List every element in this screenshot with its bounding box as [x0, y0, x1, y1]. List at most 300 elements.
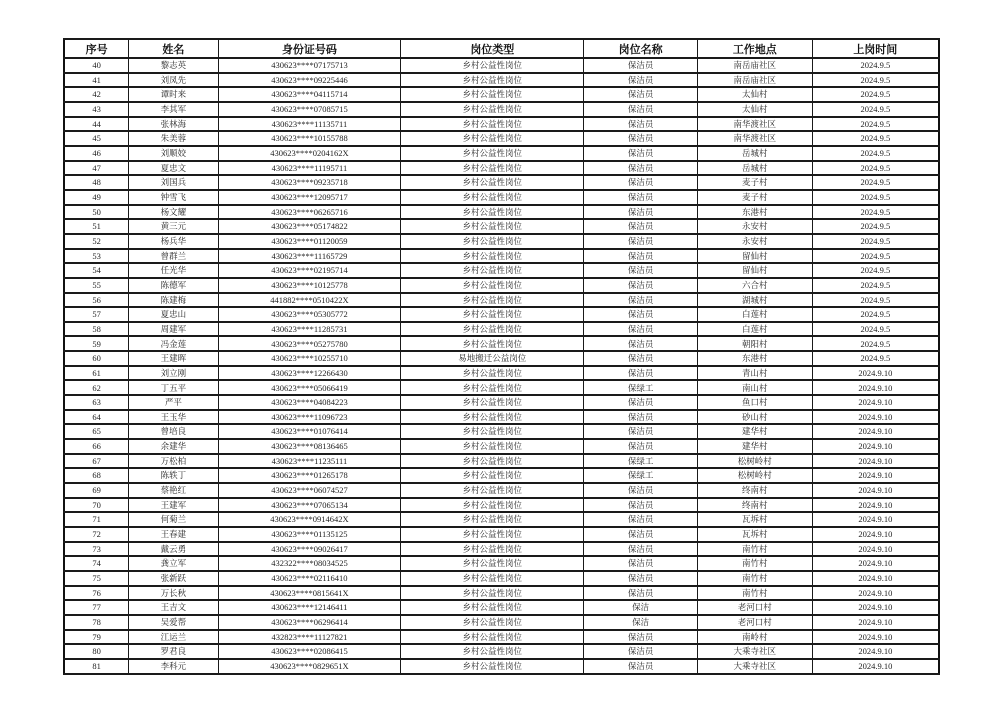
cell-index: 75	[64, 571, 129, 586]
cell-start-date: 2024.9.5	[812, 293, 939, 308]
cell-work-location: 大乘寺社区	[698, 644, 813, 659]
cell-work-location: 砂山村	[698, 410, 813, 425]
cell-start-date: 2024.9.5	[812, 278, 939, 293]
cell-work-location: 老河口村	[698, 600, 813, 615]
cell-name: 张林海	[129, 117, 218, 132]
cell-id-number: 430623****07175713	[218, 58, 401, 73]
table-row	[64, 307, 939, 322]
cell-id-number: 430623****09026417	[218, 542, 401, 557]
cell-job-title: 保洁员	[584, 498, 698, 513]
cell-name: 周建军	[129, 322, 218, 337]
cell-start-date: 2024.9.5	[812, 102, 939, 117]
column-header-job-title: 岗位名称	[584, 39, 698, 58]
cell-index: 66	[64, 439, 129, 454]
table-row	[64, 512, 939, 527]
cell-index: 72	[64, 527, 129, 542]
cell-start-date: 2024.9.10	[812, 512, 939, 527]
cell-start-date: 2024.9.5	[812, 336, 939, 351]
cell-work-location: 东港村	[698, 351, 813, 366]
cell-job-type: 乡村公益性岗位	[401, 542, 584, 557]
cell-job-title: 保洁员	[584, 307, 698, 322]
cell-work-location: 六合村	[698, 278, 813, 293]
cell-id-number: 430623****06074527	[218, 483, 401, 498]
cell-id-number: 430623****04084223	[218, 395, 401, 410]
table-row	[64, 586, 939, 601]
cell-work-location: 岳城村	[698, 146, 813, 161]
cell-index: 76	[64, 586, 129, 601]
table-row	[64, 219, 939, 234]
cell-index: 61	[64, 366, 129, 381]
cell-job-type: 乡村公益性岗位	[401, 424, 584, 439]
table-row	[64, 659, 939, 674]
cell-id-number: 432823****11127821	[218, 630, 401, 645]
cell-index: 41	[64, 73, 129, 88]
cell-start-date: 2024.9.5	[812, 175, 939, 190]
cell-start-date: 2024.9.5	[812, 249, 939, 264]
cell-job-type: 乡村公益性岗位	[401, 527, 584, 542]
table-row	[64, 556, 939, 571]
cell-work-location: 松树岭村	[698, 454, 813, 469]
cell-job-type: 乡村公益性岗位	[401, 278, 584, 293]
cell-start-date: 2024.9.10	[812, 527, 939, 542]
roster-table	[63, 38, 940, 675]
cell-job-type: 乡村公益性岗位	[401, 483, 584, 498]
cell-start-date: 2024.9.10	[812, 424, 939, 439]
cell-work-location: 永安村	[698, 219, 813, 234]
cell-index: 73	[64, 542, 129, 557]
cell-name: 何菊兰	[129, 512, 218, 527]
cell-name: 李其军	[129, 102, 218, 117]
cell-job-title: 保洁员	[584, 483, 698, 498]
cell-name: 龚立军	[129, 556, 218, 571]
cell-id-number: 430623****05066419	[218, 380, 401, 395]
cell-id-number: 430623****02116410	[218, 571, 401, 586]
table-row	[64, 117, 939, 132]
cell-job-title: 保洁员	[584, 424, 698, 439]
cell-job-type: 乡村公益性岗位	[401, 263, 584, 278]
column-header-id-number: 身份证号码	[218, 39, 401, 58]
table-row	[64, 102, 939, 117]
cell-start-date: 2024.9.10	[812, 366, 939, 381]
cell-index: 59	[64, 336, 129, 351]
cell-id-number: 430623****11165729	[218, 249, 401, 264]
cell-work-location: 老河口村	[698, 615, 813, 630]
cell-name: 杨兵华	[129, 234, 218, 249]
cell-index: 74	[64, 556, 129, 571]
cell-start-date: 2024.9.10	[812, 630, 939, 645]
cell-start-date: 2024.9.10	[812, 644, 939, 659]
cell-id-number: 430623****07065134	[218, 498, 401, 513]
cell-id-number: 432322****08034525	[218, 556, 401, 571]
cell-job-type: 乡村公益性岗位	[401, 73, 584, 88]
cell-index: 44	[64, 117, 129, 132]
cell-index: 50	[64, 205, 129, 220]
cell-id-number: 430623****0829651X	[218, 659, 401, 674]
cell-index: 69	[64, 483, 129, 498]
cell-work-location: 麦子村	[698, 190, 813, 205]
cell-id-number: 430623****02195714	[218, 263, 401, 278]
cell-work-location: 岳城村	[698, 161, 813, 176]
cell-index: 67	[64, 454, 129, 469]
table-row	[64, 630, 939, 645]
cell-job-title: 保洁员	[584, 366, 698, 381]
cell-work-location: 南竹村	[698, 556, 813, 571]
cell-start-date: 2024.9.5	[812, 234, 939, 249]
table-row	[64, 336, 939, 351]
cell-job-title: 保洁员	[584, 542, 698, 557]
cell-job-type: 乡村公益性岗位	[401, 498, 584, 513]
cell-id-number: 430623****08136465	[218, 439, 401, 454]
cell-job-type: 乡村公益性岗位	[401, 234, 584, 249]
cell-work-location: 青山村	[698, 366, 813, 381]
cell-index: 81	[64, 659, 129, 674]
cell-job-title: 保洁员	[584, 278, 698, 293]
cell-job-type: 乡村公益性岗位	[401, 366, 584, 381]
cell-work-location: 终南村	[698, 483, 813, 498]
cell-id-number: 430623****11235111	[218, 454, 401, 469]
cell-job-type: 乡村公益性岗位	[401, 600, 584, 615]
cell-job-title: 保绿工	[584, 380, 698, 395]
cell-job-type: 乡村公益性岗位	[401, 659, 584, 674]
table-row	[64, 73, 939, 88]
cell-job-title: 保洁员	[584, 439, 698, 454]
cell-name: 谭时来	[129, 87, 218, 102]
cell-work-location: 南华渡社区	[698, 117, 813, 132]
cell-index: 80	[64, 644, 129, 659]
cell-start-date: 2024.9.10	[812, 556, 939, 571]
cell-job-title: 保洁员	[584, 234, 698, 249]
cell-index: 77	[64, 600, 129, 615]
cell-job-title: 保洁员	[584, 351, 698, 366]
column-header-job-type: 岗位类型	[401, 39, 584, 58]
cell-id-number: 430623****11195711	[218, 161, 401, 176]
cell-id-number: 430623****10155788	[218, 131, 401, 146]
cell-name: 王建军	[129, 498, 218, 513]
cell-name: 戴云勇	[129, 542, 218, 557]
cell-id-number: 430623****01076414	[218, 424, 401, 439]
table-row	[64, 395, 939, 410]
cell-start-date: 2024.9.5	[812, 322, 939, 337]
cell-work-location: 太仙村	[698, 102, 813, 117]
cell-job-title: 保洁员	[584, 73, 698, 88]
table-row	[64, 263, 939, 278]
table-row	[64, 249, 939, 264]
table-row	[64, 542, 939, 557]
column-header-work-location: 工作地点	[698, 39, 813, 58]
cell-start-date: 2024.9.5	[812, 131, 939, 146]
table-row	[64, 600, 939, 615]
cell-job-title: 保洁员	[584, 249, 698, 264]
table-row	[64, 146, 939, 161]
cell-work-location: 朝阳村	[698, 336, 813, 351]
column-header-index: 序号	[64, 39, 129, 58]
cell-id-number: 430623****12095717	[218, 190, 401, 205]
cell-start-date: 2024.9.5	[812, 58, 939, 73]
cell-start-date: 2024.9.10	[812, 395, 939, 410]
table-row	[64, 278, 939, 293]
cell-work-location: 南竹村	[698, 542, 813, 557]
cell-job-type: 乡村公益性岗位	[401, 293, 584, 308]
cell-work-location: 建华村	[698, 424, 813, 439]
cell-id-number: 430623****09235718	[218, 175, 401, 190]
table-row	[64, 615, 939, 630]
cell-id-number: 430623****10255710	[218, 351, 401, 366]
cell-job-type: 乡村公益性岗位	[401, 190, 584, 205]
cell-index: 54	[64, 263, 129, 278]
cell-job-type: 乡村公益性岗位	[401, 307, 584, 322]
cell-job-type: 乡村公益性岗位	[401, 102, 584, 117]
cell-name: 冯金莲	[129, 336, 218, 351]
cell-job-type: 乡村公益性岗位	[401, 468, 584, 483]
cell-job-title: 保洁员	[584, 630, 698, 645]
cell-job-title: 保洁员	[584, 395, 698, 410]
cell-id-number: 430623****0815641X	[218, 586, 401, 601]
cell-start-date: 2024.9.10	[812, 542, 939, 557]
table-row	[64, 293, 939, 308]
cell-work-location: 鱼口村	[698, 395, 813, 410]
cell-job-title: 保洁员	[584, 571, 698, 586]
cell-name: 刘国兵	[129, 175, 218, 190]
cell-index: 55	[64, 278, 129, 293]
cell-start-date: 2024.9.10	[812, 615, 939, 630]
cell-id-number: 430623****02086415	[218, 644, 401, 659]
cell-index: 47	[64, 161, 129, 176]
table-row	[64, 468, 939, 483]
cell-job-type: 乡村公益性岗位	[401, 161, 584, 176]
cell-job-type: 乡村公益性岗位	[401, 586, 584, 601]
cell-id-number: 430623****11096723	[218, 410, 401, 425]
cell-job-title: 保洁员	[584, 322, 698, 337]
cell-id-number: 430623****06265716	[218, 205, 401, 220]
table-row	[64, 380, 939, 395]
cell-name: 任光华	[129, 263, 218, 278]
cell-work-location: 南竹村	[698, 571, 813, 586]
cell-work-location: 瓦坼村	[698, 527, 813, 542]
table-row	[64, 424, 939, 439]
cell-index: 57	[64, 307, 129, 322]
cell-job-title: 保洁员	[584, 336, 698, 351]
cell-work-location: 白莲村	[698, 322, 813, 337]
cell-job-type: 乡村公益性岗位	[401, 439, 584, 454]
cell-name: 丁五平	[129, 380, 218, 395]
cell-start-date: 2024.9.5	[812, 263, 939, 278]
cell-index: 63	[64, 395, 129, 410]
cell-name: 王春建	[129, 527, 218, 542]
cell-id-number: 430623****06296414	[218, 615, 401, 630]
cell-index: 79	[64, 630, 129, 645]
cell-start-date: 2024.9.5	[812, 307, 939, 322]
cell-index: 48	[64, 175, 129, 190]
table-row	[64, 190, 939, 205]
cell-job-type: 乡村公益性岗位	[401, 512, 584, 527]
cell-job-title: 保绿工	[584, 454, 698, 469]
cell-start-date: 2024.9.5	[812, 351, 939, 366]
cell-name: 陈轶丁	[129, 468, 218, 483]
cell-index: 42	[64, 87, 129, 102]
cell-job-title: 保洁员	[584, 219, 698, 234]
cell-work-location: 湖城村	[698, 293, 813, 308]
header-row	[64, 39, 939, 58]
cell-index: 51	[64, 219, 129, 234]
cell-id-number: 430623****07085715	[218, 102, 401, 117]
cell-start-date: 2024.9.5	[812, 146, 939, 161]
cell-name: 夏忠文	[129, 161, 218, 176]
cell-job-title: 保绿工	[584, 468, 698, 483]
cell-index: 56	[64, 293, 129, 308]
cell-start-date: 2024.9.10	[812, 439, 939, 454]
cell-work-location: 永安村	[698, 234, 813, 249]
cell-name: 万长秋	[129, 586, 218, 601]
cell-name: 刘凤先	[129, 73, 218, 88]
cell-index: 62	[64, 380, 129, 395]
cell-index: 68	[64, 468, 129, 483]
cell-job-type: 乡村公益性岗位	[401, 615, 584, 630]
cell-id-number: 430623****09225446	[218, 73, 401, 88]
cell-job-type: 乡村公益性岗位	[401, 644, 584, 659]
cell-name: 罗君良	[129, 644, 218, 659]
cell-index: 49	[64, 190, 129, 205]
cell-name: 严平	[129, 395, 218, 410]
cell-id-number: 430623****01135125	[218, 527, 401, 542]
table-row	[64, 58, 939, 73]
cell-work-location: 留仙村	[698, 263, 813, 278]
cell-start-date: 2024.9.5	[812, 205, 939, 220]
cell-job-type: 乡村公益性岗位	[401, 146, 584, 161]
cell-job-title: 保洁员	[584, 556, 698, 571]
cell-job-title: 保洁	[584, 615, 698, 630]
cell-job-title: 保洁	[584, 600, 698, 615]
cell-job-title: 保洁员	[584, 527, 698, 542]
table-row	[64, 366, 939, 381]
cell-job-type: 乡村公益性岗位	[401, 117, 584, 132]
cell-job-type: 乡村公益性岗位	[401, 336, 584, 351]
cell-id-number: 430623****0204162X	[218, 146, 401, 161]
table-row	[64, 322, 939, 337]
cell-id-number: 430623****05174822	[218, 219, 401, 234]
column-header-start-date: 上岗时间	[812, 39, 939, 58]
cell-name: 黎志英	[129, 58, 218, 73]
cell-job-type: 乡村公益性岗位	[401, 571, 584, 586]
cell-work-location: 白莲村	[698, 307, 813, 322]
table-row	[64, 644, 939, 659]
cell-id-number: 430623****11135711	[218, 117, 401, 132]
cell-work-location: 南山村	[698, 380, 813, 395]
cell-work-location: 太仙村	[698, 87, 813, 102]
cell-id-number: 430623****11285731	[218, 322, 401, 337]
cell-name: 张新跃	[129, 571, 218, 586]
cell-index: 71	[64, 512, 129, 527]
cell-work-location: 建华村	[698, 439, 813, 454]
table-row	[64, 234, 939, 249]
cell-job-type: 乡村公益性岗位	[401, 630, 584, 645]
column-header-name: 姓名	[129, 39, 218, 58]
cell-name: 王建晖	[129, 351, 218, 366]
cell-job-title: 保洁员	[584, 512, 698, 527]
cell-work-location: 南岳庙社区	[698, 58, 813, 73]
cell-id-number: 430623****04115714	[218, 87, 401, 102]
cell-job-type: 乡村公益性岗位	[401, 556, 584, 571]
cell-id-number: 430623****12146411	[218, 600, 401, 615]
cell-job-title: 保洁员	[584, 586, 698, 601]
table-row	[64, 527, 939, 542]
cell-name: 曾培良	[129, 424, 218, 439]
cell-job-title: 保洁员	[584, 205, 698, 220]
cell-id-number: 441882****0510422X	[218, 293, 401, 308]
cell-start-date: 2024.9.10	[812, 659, 939, 674]
cell-work-location: 南华渡社区	[698, 131, 813, 146]
cell-job-title: 保洁员	[584, 102, 698, 117]
cell-name: 陈建梅	[129, 293, 218, 308]
cell-name: 蔡艳红	[129, 483, 218, 498]
cell-start-date: 2024.9.5	[812, 117, 939, 132]
cell-work-location: 东港村	[698, 205, 813, 220]
cell-job-type: 乡村公益性岗位	[401, 249, 584, 264]
cell-name: 夏忠山	[129, 307, 218, 322]
cell-job-title: 保洁员	[584, 175, 698, 190]
cell-work-location: 南竹村	[698, 586, 813, 601]
cell-job-title: 保洁员	[584, 190, 698, 205]
cell-job-type: 乡村公益性岗位	[401, 410, 584, 425]
cell-start-date: 2024.9.10	[812, 454, 939, 469]
cell-index: 64	[64, 410, 129, 425]
cell-name: 曾群兰	[129, 249, 218, 264]
cell-index: 60	[64, 351, 129, 366]
cell-start-date: 2024.9.5	[812, 219, 939, 234]
table-row	[64, 87, 939, 102]
cell-index: 65	[64, 424, 129, 439]
cell-name: 江运兰	[129, 630, 218, 645]
cell-job-type: 乡村公益性岗位	[401, 205, 584, 220]
cell-job-title: 保洁员	[584, 87, 698, 102]
cell-start-date: 2024.9.10	[812, 586, 939, 601]
cell-job-type: 乡村公益性岗位	[401, 454, 584, 469]
cell-start-date: 2024.9.10	[812, 468, 939, 483]
cell-job-title: 保洁员	[584, 161, 698, 176]
cell-job-title: 保洁员	[584, 644, 698, 659]
cell-job-title: 保洁员	[584, 410, 698, 425]
cell-index: 46	[64, 146, 129, 161]
cell-work-location: 麦子村	[698, 175, 813, 190]
cell-name: 黄三元	[129, 219, 218, 234]
cell-index: 40	[64, 58, 129, 73]
cell-id-number: 430623****05305772	[218, 307, 401, 322]
cell-job-title: 保洁员	[584, 131, 698, 146]
cell-work-location: 松树岭村	[698, 468, 813, 483]
cell-id-number: 430623****10125778	[218, 278, 401, 293]
cell-job-type: 乡村公益性岗位	[401, 175, 584, 190]
cell-name: 万松柏	[129, 454, 218, 469]
cell-start-date: 2024.9.5	[812, 87, 939, 102]
table-row	[64, 175, 939, 190]
table-row	[64, 410, 939, 425]
cell-job-type: 易地搬迁公益岗位	[401, 351, 584, 366]
cell-id-number: 430623****12266430	[218, 366, 401, 381]
table-row	[64, 351, 939, 366]
cell-id-number: 430623****0914642X	[218, 512, 401, 527]
cell-work-location: 瓦坼村	[698, 512, 813, 527]
cell-start-date: 2024.9.5	[812, 161, 939, 176]
cell-work-location: 终南村	[698, 498, 813, 513]
cell-job-title: 保洁员	[584, 58, 698, 73]
cell-name: 刘立刚	[129, 366, 218, 381]
cell-name: 王玉华	[129, 410, 218, 425]
cell-name: 刘顺姣	[129, 146, 218, 161]
cell-job-type: 乡村公益性岗位	[401, 322, 584, 337]
cell-index: 53	[64, 249, 129, 264]
cell-start-date: 2024.9.10	[812, 600, 939, 615]
table-row	[64, 483, 939, 498]
cell-name: 陈德军	[129, 278, 218, 293]
